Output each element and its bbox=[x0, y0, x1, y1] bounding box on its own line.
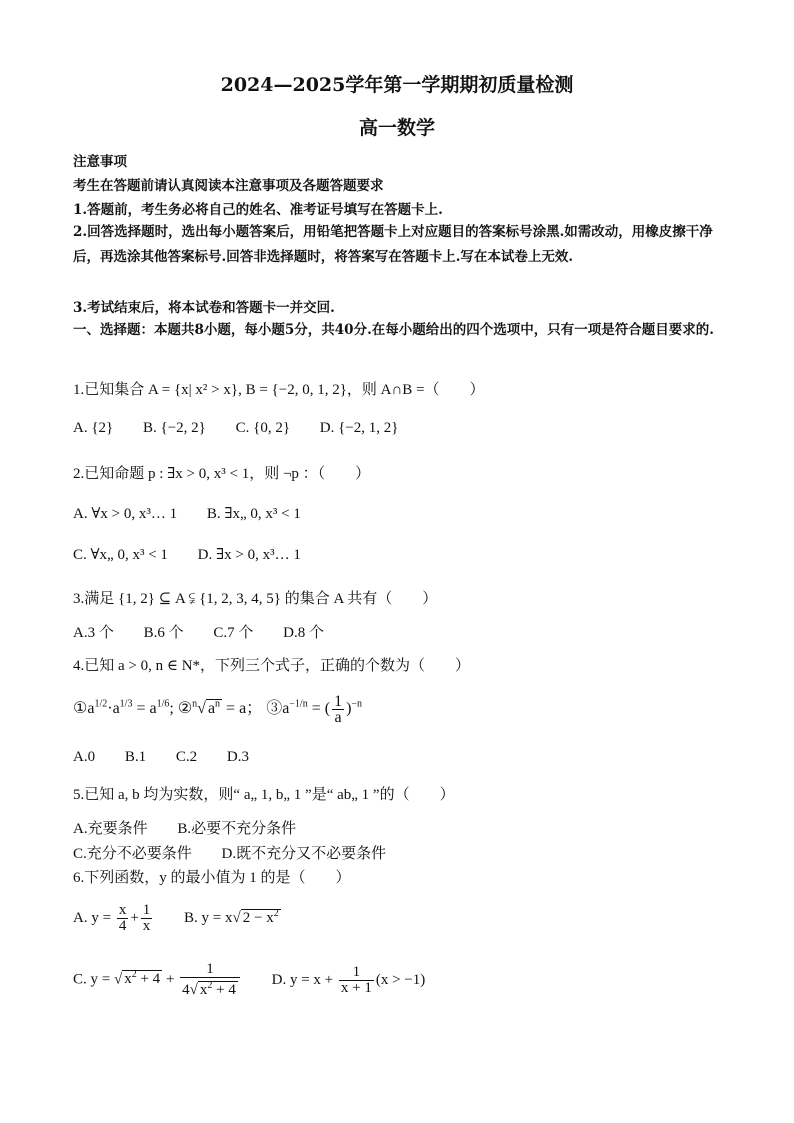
option-d: D. ∃x > 0, x³… 1 bbox=[197, 547, 301, 563]
option-b: B. y = x√ $2 - x^2$ bbox=[184, 907, 279, 926]
question-2-stem: 2.已知命题 p : ∃x > 0, x³ < 1，则 ¬p ：（ ） bbox=[73, 466, 371, 482]
question-1-stem: 1.已知集合 A = {x| x² > x}, B = {−2, 0, 1, 2}，则 A∩B =（ ） bbox=[73, 382, 485, 398]
notice-item-3: 3.考试结束后，将本试卷和答题卡一并交回. bbox=[73, 300, 335, 316]
question-6-options-row1 bbox=[73, 903, 307, 934]
question-4-options bbox=[73, 749, 275, 766]
expression-2: ②$^n$√ $a^n = a$； bbox=[177, 698, 263, 718]
question-5-stem: 5.已知 a, b 均为实数，则“ a„ 1, b„ 1 ”是“ ab„ 1 ”的（ ） bbox=[73, 787, 455, 803]
expression-3: $③a^{-1/n}$ = ( $\frac{1}{a}$ )$^{-n}$ bbox=[266, 693, 363, 726]
question-6-options-row2 bbox=[73, 962, 451, 998]
option-b: B.1 bbox=[124, 749, 147, 765]
expression-1: $①a^{1/2}\cdot a^{1/3} = a^{1/6}$; bbox=[73, 698, 174, 718]
option-b: B.必要不充分条件 bbox=[177, 821, 297, 837]
option-d: D. {−2, 1, 2} bbox=[319, 420, 399, 436]
option-a: A. ∀x > 0, x³… 1 bbox=[73, 506, 178, 522]
question-5-options-row2 bbox=[73, 842, 412, 863]
option-b: B.6 个 bbox=[143, 625, 184, 641]
question-3-stem: 3.满足 {1, 2} ⊆ A ⫋ {1, 2, 3, 4, 5} 的集合 A 共有（ ） bbox=[73, 591, 438, 607]
question-2-options-row2 bbox=[73, 545, 327, 564]
option-a: A. y = $\frac{x}{4}$ + $\frac{1}{x}$ bbox=[73, 902, 151, 934]
option-a: A.0 bbox=[73, 749, 96, 765]
option-c: C. ∀x„ 0, x³ < 1 bbox=[73, 547, 168, 563]
section-1-heading: 一、选择题：本题共8小题，每小题5分，共40分.在每小题给出的四个选项中，只有一项是符合题目要求的. bbox=[73, 322, 714, 338]
option-a: A. {2} bbox=[73, 420, 114, 436]
option-d: D.3 bbox=[226, 749, 249, 765]
option-d: D.既不充分又不必要条件 bbox=[221, 846, 387, 862]
notice-item-1: 1.答题前，考生务必将自己的姓名、准考证号填写在答题卡上. bbox=[73, 202, 443, 218]
question-4-expressions bbox=[73, 694, 362, 725]
option-c: C. y = √ $x^2 + 4$ + $\frac{1}{4√ x^2 + 4}$ bbox=[73, 962, 242, 998]
notice-intro: 考生在答题前请认真阅读本注意事项及各题答题要求 bbox=[73, 178, 384, 194]
option-d: D.8 个 bbox=[283, 625, 324, 641]
option-c: C.充分不必要条件 bbox=[73, 846, 192, 862]
question-4-stem: 4.已知 a > 0, n ∈ N*，下列三个式子，正确的个数为（ ） bbox=[73, 658, 471, 674]
option-c: C. {0, 2} bbox=[235, 420, 291, 436]
option-a: A.充要条件 bbox=[73, 821, 148, 837]
question-1-options bbox=[73, 420, 424, 437]
notice-item-2: 2.回答选择题时，选出每小题答案后，用铅笔把答题卡上对应题目的答案标号涂黑.如需改动，用橡皮擦干净后，再选涂其他答案标号.回答非选择题时，将答案写在答题卡上.写在本试卷上无效. bbox=[73, 224, 713, 265]
option-a: A.3 个 bbox=[73, 625, 114, 641]
page-subtitle: 高一数学 bbox=[358, 117, 435, 139]
option-c: C.7 个 bbox=[213, 625, 254, 641]
notice-heading: 注意事项 bbox=[73, 154, 127, 170]
question-6-stem: 6.下列函数，y 的最小值为 1 的是（ ） bbox=[73, 870, 351, 886]
question-3-options bbox=[73, 621, 350, 642]
option-c: C.2 bbox=[175, 749, 198, 765]
question-5-options-row1 bbox=[73, 817, 322, 838]
page-title: 2024—2025学年第一学期期初质量检测 bbox=[220, 74, 574, 96]
question-2-options-row1 bbox=[73, 504, 327, 523]
option-b: B. ∃x„ 0, x³ < 1 bbox=[206, 506, 301, 522]
option-b: B. {−2, 2} bbox=[142, 420, 206, 436]
option-d: D. y = x + $\frac{1}{x + 1}$ (x > −1) bbox=[271, 963, 426, 996]
